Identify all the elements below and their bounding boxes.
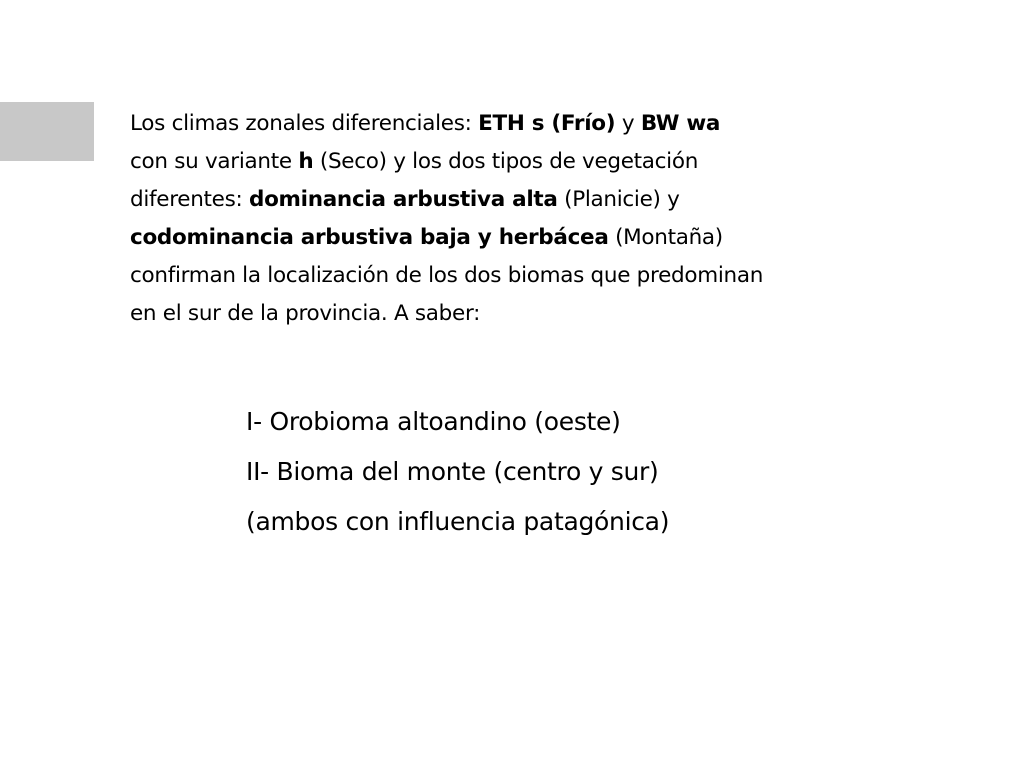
intro-line-6: en el sur de la provincia. A saber:: [130, 301, 481, 326]
intro-line-1: Los climas zonales diferenciales: ETH s (Frío) y BW wa: [130, 111, 721, 136]
biome-list: [246, 397, 669, 547]
emphasis-codominancia: codominancia arbustiva baja y herbácea: [130, 225, 609, 250]
list-item: I- Orobioma altoandino (oeste): [246, 407, 621, 436]
emphasis-dominancia: dominancia arbustiva alta: [248, 187, 558, 212]
intro-line-4: codominancia arbustiva baja y herbácea (Montaña): [130, 225, 723, 250]
intro-line-2: con su variante h (Seco) y los dos tipos de vegetación: [130, 149, 699, 174]
intro-paragraph: [130, 105, 930, 333]
emphasis-eth: ETH s (Frío): [478, 111, 616, 136]
list-item: II- Bioma del monte (centro y sur): [246, 457, 659, 486]
list-item: (ambos con influencia patagónica): [246, 507, 670, 536]
accent-block: [0, 102, 94, 161]
emphasis-bw: BW wa: [640, 111, 721, 136]
emphasis-h: h: [298, 149, 314, 174]
intro-line-5: confirman la localización de los dos biomas que predominan: [130, 263, 764, 288]
intro-line-3: diferentes: dominancia arbustiva alta (Planicie) y: [130, 187, 680, 212]
